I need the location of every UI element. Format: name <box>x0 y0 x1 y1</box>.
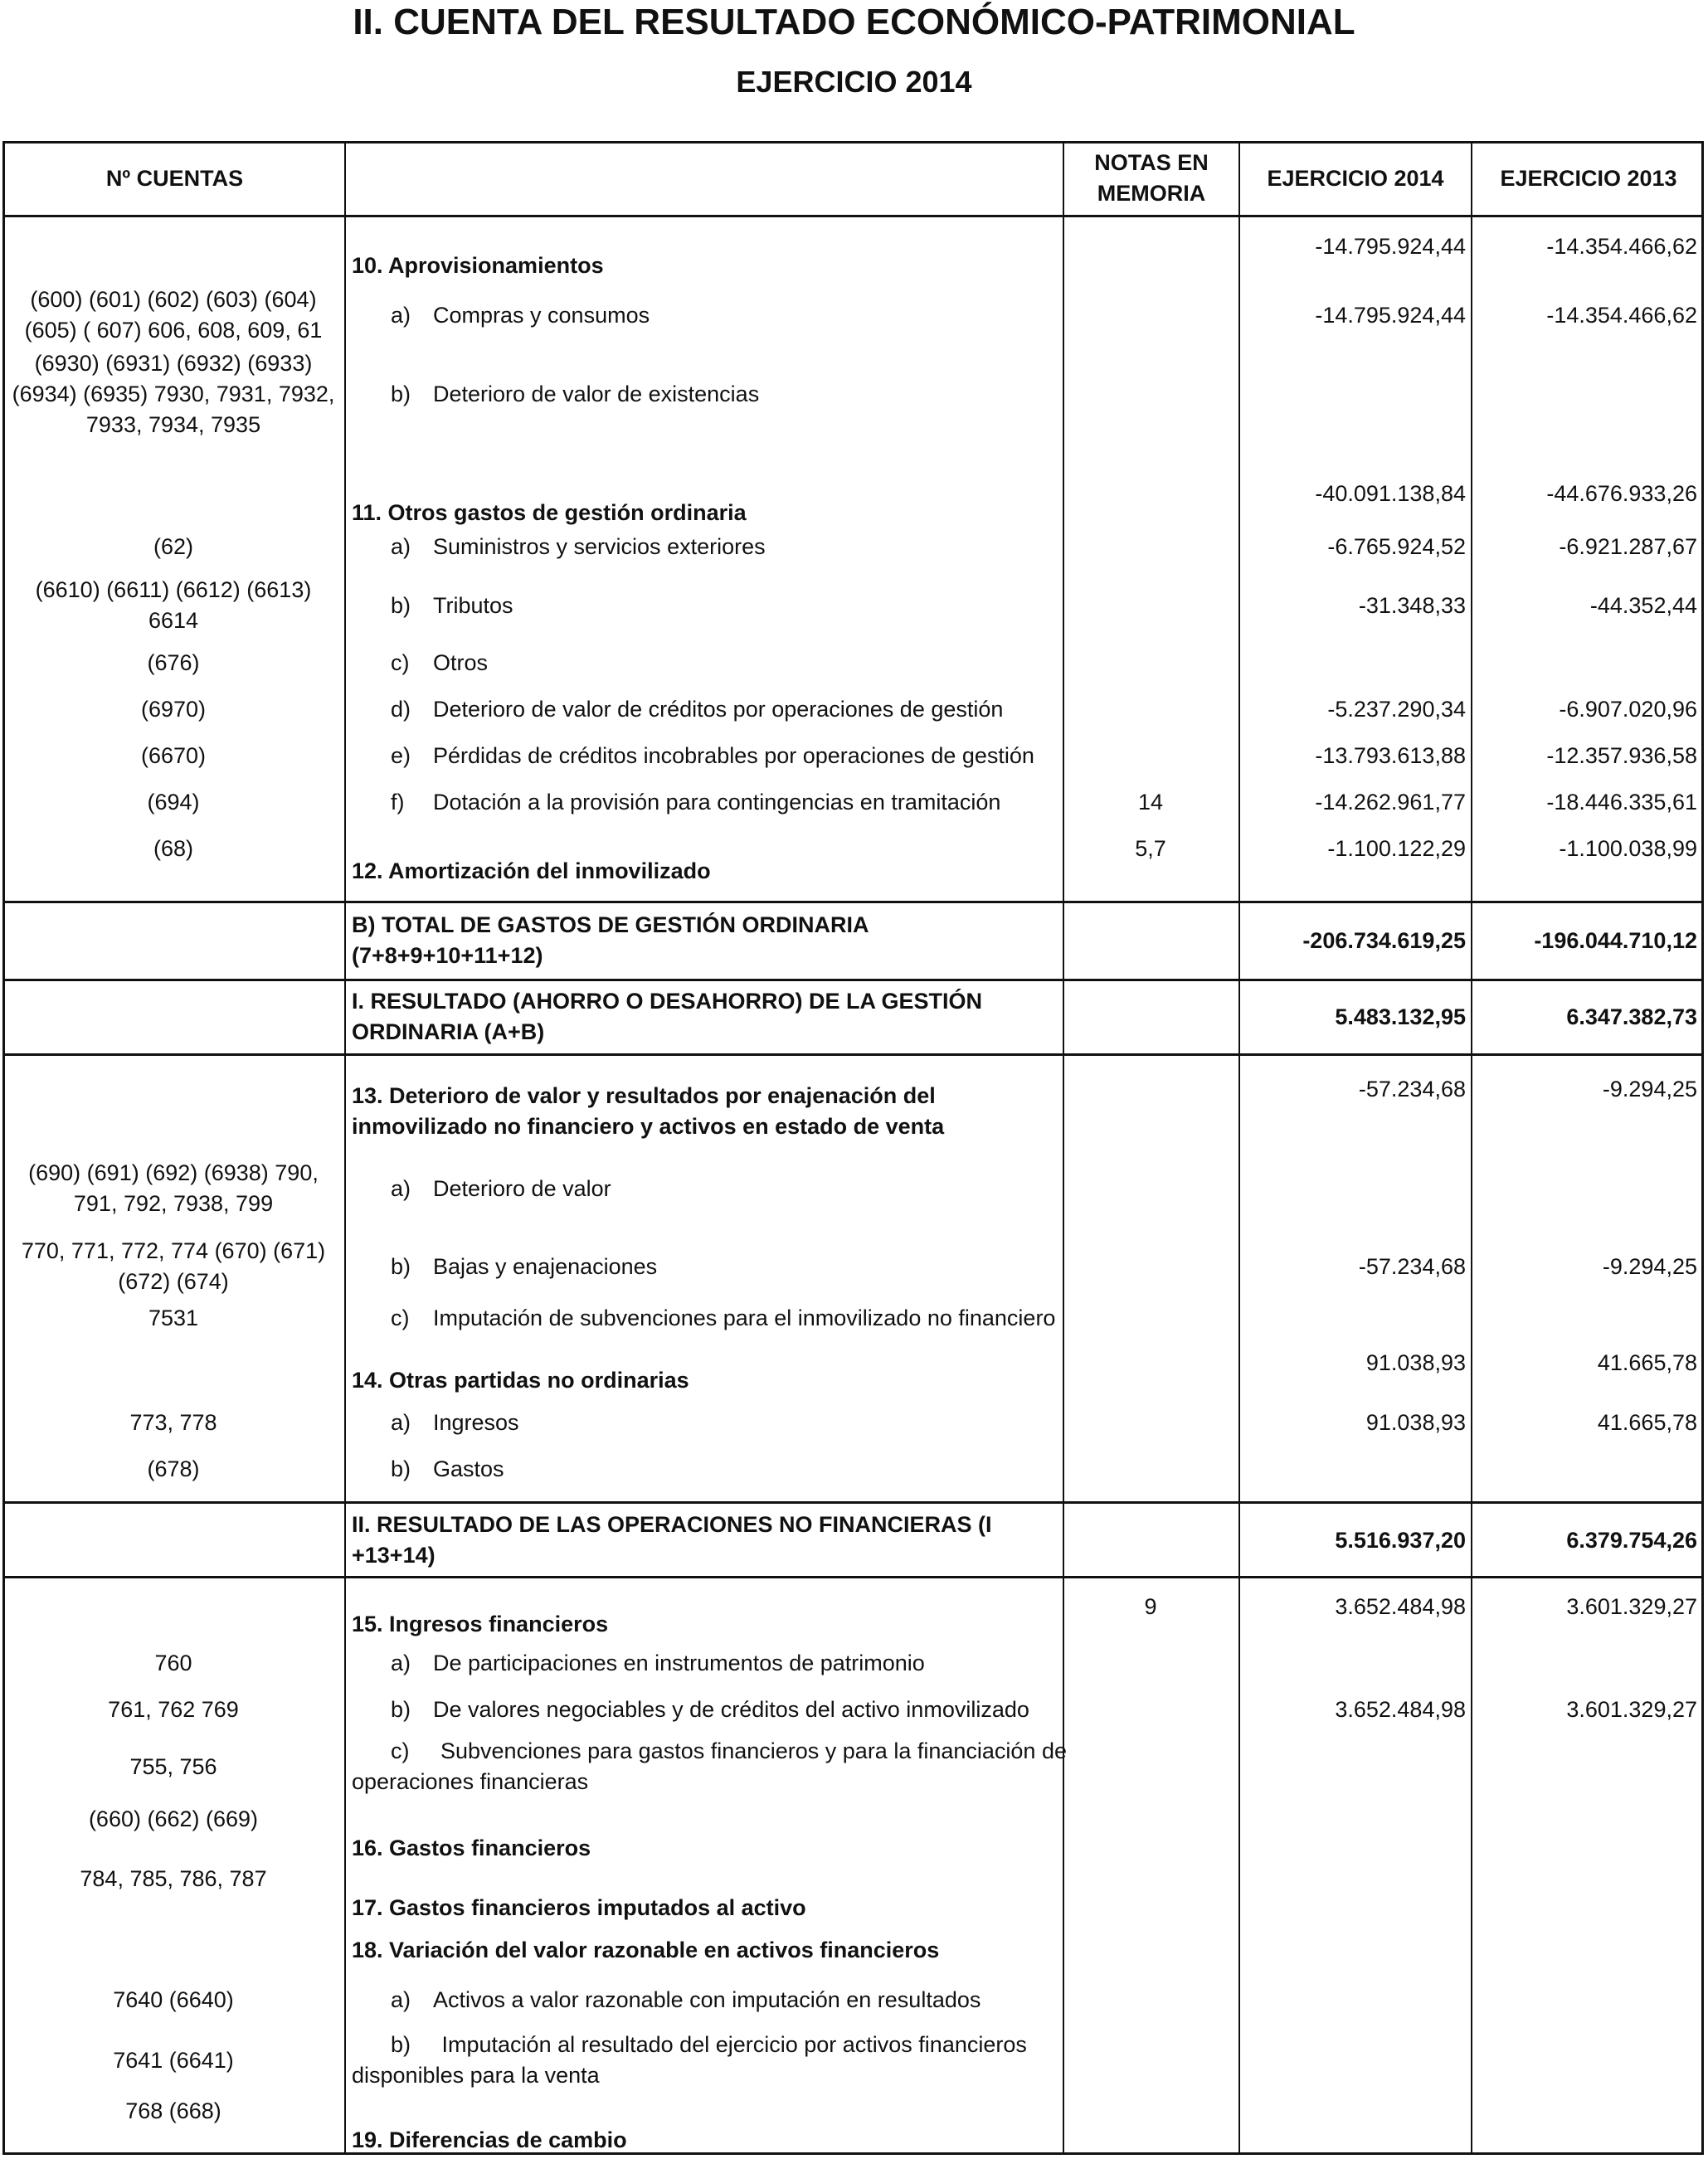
value-2014: -57.234,68 <box>1358 1077 1466 1101</box>
table-row <box>5 2096 1701 2156</box>
item-letter: a) <box>391 1175 411 1201</box>
table-row <box>5 1074 1701 1149</box>
table-row <box>5 1408 1701 1437</box>
value-2013: 41.665,78 <box>1597 1409 1697 1435</box>
account-code-line: 768 (668) <box>125 2098 221 2123</box>
account-code-line: 770, 771, 772, 774 (670) (671) <box>21 1238 326 1263</box>
table-row <box>5 479 1701 528</box>
concept-item <box>352 1695 1049 1724</box>
item-text: Dotación a la provisión para contingencias en tramitación <box>433 790 1001 814</box>
header-notas-line2: MEMORIA <box>1097 181 1206 206</box>
item-letter: f) <box>391 790 405 814</box>
concept-description <box>352 1733 1067 1801</box>
concept-description <box>352 532 1049 562</box>
table-row <box>5 834 1701 887</box>
description-line: 10. Aprovisionamientos <box>352 253 604 278</box>
account-code-line: (68) <box>153 836 193 861</box>
item-text: Deterioro de valor de créditos por operaciones de gestión <box>433 697 1004 722</box>
value-2014: 91.038,93 <box>1365 1409 1466 1435</box>
value-2014: -57.234,68 <box>1358 1253 1466 1279</box>
table-row <box>5 741 1701 771</box>
description-line: 18. Variación del valor razonable en activos financieros <box>352 1937 940 1962</box>
account-codes <box>5 1157 342 1220</box>
results-table <box>2 141 1704 2155</box>
value-2013: -44.676.933,26 <box>1546 481 1697 506</box>
value-2013: 6.379.754,26 <box>1566 1527 1697 1553</box>
concept-description <box>352 1648 1049 1678</box>
account-codes <box>5 349 342 439</box>
item-letter: b) <box>391 381 411 406</box>
value-2014: 91.038,93 <box>1365 1350 1466 1375</box>
concept-item <box>352 591 1049 621</box>
concept-description <box>352 1985 1049 2015</box>
value-2013: -14.354.466,62 <box>1546 302 1697 328</box>
memory-note: 9 <box>1144 1594 1157 1619</box>
concept-description <box>352 1303 1056 1333</box>
description-line: 17. Gastos financieros imputados al activo <box>352 1895 806 1920</box>
concept-description <box>352 1695 1049 1724</box>
concept-description <box>352 284 1049 346</box>
value-2014: -40.091.138,84 <box>1315 481 1466 506</box>
concept-description <box>352 834 1049 887</box>
account-code-line: (605) ( 607) 606, 608, 609, 61 <box>24 318 323 343</box>
value-2013: -18.446.335,61 <box>1546 789 1697 814</box>
account-code-line: (6610) (6611) (6612) (6613) <box>35 577 312 602</box>
description-line: operaciones financieras <box>352 1769 589 1794</box>
account-codes <box>5 532 342 562</box>
account-code-line: 7531 <box>148 1305 199 1330</box>
account-codes <box>5 787 342 817</box>
concept-item <box>352 300 1049 331</box>
account-code-line: 784, 785, 786, 787 <box>80 1866 267 1891</box>
value-2014: 5.516.937,20 <box>1335 1527 1466 1553</box>
item-text: Compras y consumos <box>433 302 650 328</box>
item-letter: a) <box>391 1651 411 1675</box>
description-line: 11. Otros gastos de gestión ordinaria <box>352 500 747 525</box>
table-row <box>5 1157 1701 1220</box>
description-line: 14. Otras partidas no ordinarias <box>352 1368 689 1393</box>
concept-description <box>352 349 1049 439</box>
account-code-line: (6670) <box>140 742 207 768</box>
concept-description <box>352 1408 1049 1437</box>
description-line: c) Subvenciones para gastos financieros y para la financiación de <box>391 1738 1067 1763</box>
item-letter: e) <box>391 743 411 768</box>
account-codes <box>5 1454 342 1484</box>
table-row <box>5 983 1701 1051</box>
account-code-line: 7640 (6640) <box>113 1986 234 2012</box>
concept-item <box>352 1648 1049 1678</box>
concept-item <box>352 1985 1049 2015</box>
table-row <box>5 787 1701 817</box>
account-codes <box>5 1864 342 1923</box>
header-notas-line1: NOTAS EN <box>1094 150 1209 175</box>
concept-description <box>352 2096 1049 2156</box>
row-divider <box>5 901 1701 903</box>
item-letter: b) <box>391 1456 411 1481</box>
account-codes <box>5 1235 342 1298</box>
description-line: 16. Gastos financieros <box>352 1836 591 1860</box>
description-line: 15. Ingresos financieros <box>352 1612 609 1636</box>
account-codes <box>5 648 342 678</box>
concept-item <box>352 648 1049 678</box>
concept-description <box>352 2026 1049 2094</box>
concept-item <box>352 741 1049 771</box>
row-divider <box>5 979 1701 981</box>
table-row <box>5 1804 1701 1864</box>
item-letter: a) <box>391 1410 411 1435</box>
concept-description <box>352 983 1049 1051</box>
concept-item <box>352 1174 1049 1204</box>
concept-description <box>352 1804 1049 1864</box>
concept-description <box>352 1864 1049 1923</box>
account-codes <box>5 1695 342 1724</box>
account-code-line: (600) (601) (602) (603) (604) <box>30 287 317 312</box>
account-code-line: (6930) (6931) (6932) (6933) <box>34 350 313 376</box>
row-divider <box>5 1053 1701 1056</box>
item-text: Gastos <box>433 1456 504 1481</box>
account-codes <box>5 1303 342 1333</box>
description-line: ORDINARIA (A+B) <box>352 1019 545 1044</box>
table-row <box>5 231 1701 281</box>
account-codes <box>5 1408 342 1437</box>
item-text: Pérdidas de créditos incobrables por operaciones de gestión <box>433 743 1034 768</box>
concept-description <box>352 741 1049 771</box>
value-2014: -14.795.924,44 <box>1315 234 1466 259</box>
account-codes <box>5 575 342 636</box>
concept-description <box>352 1592 1049 1640</box>
header-ejercicio-2013: EJERCICIO 2013 <box>1500 166 1677 191</box>
account-code-line: 6614 <box>148 608 199 633</box>
item-text: Suministros y servicios exteriores <box>433 534 766 559</box>
item-text: Bajas y enajenaciones <box>433 1253 658 1279</box>
concept-item <box>352 532 1049 562</box>
account-codes <box>5 1648 342 1678</box>
table-row <box>5 2026 1701 2094</box>
concept-item <box>352 787 1049 817</box>
item-text: Deterioro de valor de existencias <box>433 381 760 406</box>
description-line: 19. Diferencias de cambio <box>352 2127 627 2152</box>
account-code-line: 791, 792, 7938, 799 <box>73 1191 274 1216</box>
item-letter: c) <box>391 650 410 675</box>
account-code-line: 755, 756 <box>129 1753 217 1779</box>
item-letter: a) <box>391 302 411 328</box>
concept-description <box>352 787 1049 817</box>
concept-description <box>352 1348 1049 1396</box>
table-row <box>5 1303 1701 1333</box>
concept-description <box>352 231 1049 281</box>
table-row <box>5 1935 1701 1965</box>
item-letter: b) <box>391 592 411 618</box>
value-2014: -206.734.619,25 <box>1302 927 1466 953</box>
description-line: inmovilizado no financiero y activos en estado de venta <box>352 1114 945 1139</box>
item-text: Otros <box>433 650 489 675</box>
value-2014: 3.652.484,98 <box>1335 1696 1466 1722</box>
description-line: 13. Deterioro de valor y resultados por enajenación del <box>352 1083 936 1108</box>
value-2014: -31.348,33 <box>1358 592 1466 618</box>
item-letter: b) <box>391 1697 411 1722</box>
concept-item <box>352 1454 1049 1484</box>
concept-description <box>352 1235 1049 1298</box>
description-line: I. RESULTADO (AHORRO O DESAHORRO) DE LA GESTIÓN <box>352 989 983 1014</box>
header-ejercicio-2014: EJERCICIO 2014 <box>1267 166 1444 191</box>
account-code-line: (694) <box>147 789 200 814</box>
memory-note: 5,7 <box>1135 836 1166 861</box>
concept-description <box>352 575 1049 636</box>
value-2014: -14.262.961,77 <box>1315 789 1466 814</box>
account-codes <box>5 1804 342 1864</box>
table-row <box>5 905 1701 976</box>
table-row <box>5 1695 1701 1724</box>
item-text: Ingresos <box>433 1410 519 1435</box>
account-code-line: (6970) <box>140 696 207 722</box>
page-title: II. CUENTA DEL RESULTADO ECONÓMICO-PATRIMONIAL <box>353 2 1355 42</box>
table-row <box>5 532 1701 562</box>
value-2013: -14.354.466,62 <box>1546 234 1697 259</box>
value-2013: -6.907.020,96 <box>1559 696 1697 722</box>
concept-description <box>352 1509 1049 1572</box>
value-2013: -9.294,25 <box>1602 1077 1697 1101</box>
table-row <box>5 1509 1701 1572</box>
account-code-line: 7933, 7934, 7935 <box>85 411 261 437</box>
value-2014: -1.100.122,29 <box>1327 836 1466 861</box>
table-row <box>5 1235 1701 1298</box>
concept-description <box>352 1074 1049 1149</box>
value-2013: -196.044.710,12 <box>1534 927 1697 953</box>
concept-item <box>352 379 1049 410</box>
header-cuentas: Nº CUENTAS <box>105 166 244 191</box>
concept-description <box>352 1454 1049 1484</box>
account-code-line: (660) (662) (669) <box>88 1806 259 1831</box>
table-row <box>5 284 1701 346</box>
account-codes <box>5 741 342 771</box>
account-codes <box>5 2026 342 2094</box>
concept-description <box>352 648 1049 678</box>
item-text: De participaciones en instrumentos de patrimonio <box>433 1651 925 1675</box>
table-row <box>5 1733 1701 1801</box>
table-row <box>5 1348 1701 1396</box>
account-code-line: (676) <box>147 649 200 675</box>
table-row <box>5 1454 1701 1484</box>
item-text: Activos a valor razonable con imputación en resultados <box>433 1987 981 2012</box>
memory-note: 14 <box>1137 789 1164 814</box>
value-2014: -13.793.613,88 <box>1315 742 1466 768</box>
table-row <box>5 1864 1701 1923</box>
account-code-line: (672) (674) <box>118 1269 229 1294</box>
value-2014: 5.483.132,95 <box>1335 1004 1466 1029</box>
description-line: II. RESULTADO DE LAS OPERACIONES NO FINANCIERAS (I <box>352 1512 992 1537</box>
item-text: Deterioro de valor <box>433 1175 611 1201</box>
item-letter: a) <box>391 534 411 559</box>
concept-description <box>352 1935 1049 1965</box>
table-row <box>5 1648 1701 1678</box>
item-text: Tributos <box>433 592 513 618</box>
concept-description <box>352 694 1049 724</box>
concept-description <box>352 905 1049 976</box>
value-2013: 41.665,78 <box>1597 1350 1697 1375</box>
concept-item <box>352 1408 1049 1437</box>
account-codes <box>5 2096 342 2156</box>
value-2014: -14.795.924,44 <box>1315 302 1466 328</box>
item-text: De valores negociables y de créditos del activo inmovilizado <box>433 1697 1029 1722</box>
table-row <box>5 648 1701 678</box>
table-row <box>5 694 1701 724</box>
account-codes <box>5 1733 342 1801</box>
description-line: +13+14) <box>352 1543 436 1568</box>
account-codes <box>5 834 342 887</box>
account-code-line: (62) <box>153 533 193 559</box>
account-code-line: 761, 762 769 <box>108 1696 239 1722</box>
value-2013: -9.294,25 <box>1602 1253 1697 1279</box>
concept-item <box>352 1303 1056 1333</box>
item-letter: c) <box>391 1306 410 1330</box>
value-2013: -12.357.936,58 <box>1546 742 1697 768</box>
page-subtitle: EJERCICIO 2014 <box>736 65 972 99</box>
value-2014: -5.237.290,34 <box>1327 696 1466 722</box>
table-row <box>5 575 1701 636</box>
description-line: b) Imputación al resultado del ejercicio por activos financieros <box>391 2032 1027 2057</box>
item-text: Imputación de subvenciones para el inmovilizado no financiero <box>433 1306 1056 1330</box>
account-code-line: 760 <box>154 1650 192 1675</box>
concept-description <box>352 1157 1049 1220</box>
description-line: 12. Amortización del inmovilizado <box>352 858 711 883</box>
concept-item <box>352 1252 1049 1282</box>
account-codes <box>5 1985 342 2015</box>
account-code-line: (690) (691) (692) (6938) 790, <box>28 1160 319 1185</box>
description-line: B) TOTAL DE GASTOS DE GESTIÓN ORDINARIA <box>352 912 869 937</box>
concept-item <box>352 694 1049 724</box>
item-letter: b) <box>391 1253 411 1279</box>
item-letter: a) <box>391 1987 411 2012</box>
value-2013: 6.347.382,73 <box>1566 1004 1697 1029</box>
account-code-line: 7641 (6641) <box>113 2047 234 2073</box>
item-letter: d) <box>391 697 411 722</box>
row-divider <box>5 1576 1701 1578</box>
table-row <box>5 1985 1701 2015</box>
table-row <box>5 1592 1701 1640</box>
account-codes <box>5 284 342 346</box>
account-code-line: (678) <box>147 1456 200 1481</box>
value-2013: 3.601.329,27 <box>1566 1594 1697 1619</box>
concept-description <box>352 479 1049 528</box>
account-code-line: (6934) (6935) 7930, 7931, 7932, <box>12 381 335 406</box>
account-code-line: 773, 778 <box>129 1409 217 1435</box>
value-2013: 3.601.329,27 <box>1566 1696 1697 1722</box>
account-codes <box>5 694 342 724</box>
table-row <box>5 349 1701 439</box>
row-divider <box>5 1501 1701 1504</box>
value-2013: -1.100.038,99 <box>1559 836 1697 861</box>
row-divider <box>5 215 1701 217</box>
value-2013: -6.921.287,67 <box>1559 533 1697 559</box>
value-2014: -6.765.924,52 <box>1327 533 1466 559</box>
value-2013: -44.352,44 <box>1589 592 1697 618</box>
description-line: (7+8+9+10+11+12) <box>352 943 543 968</box>
value-2014: 3.652.484,98 <box>1335 1594 1466 1619</box>
description-line: disponibles para la venta <box>352 2063 600 2088</box>
